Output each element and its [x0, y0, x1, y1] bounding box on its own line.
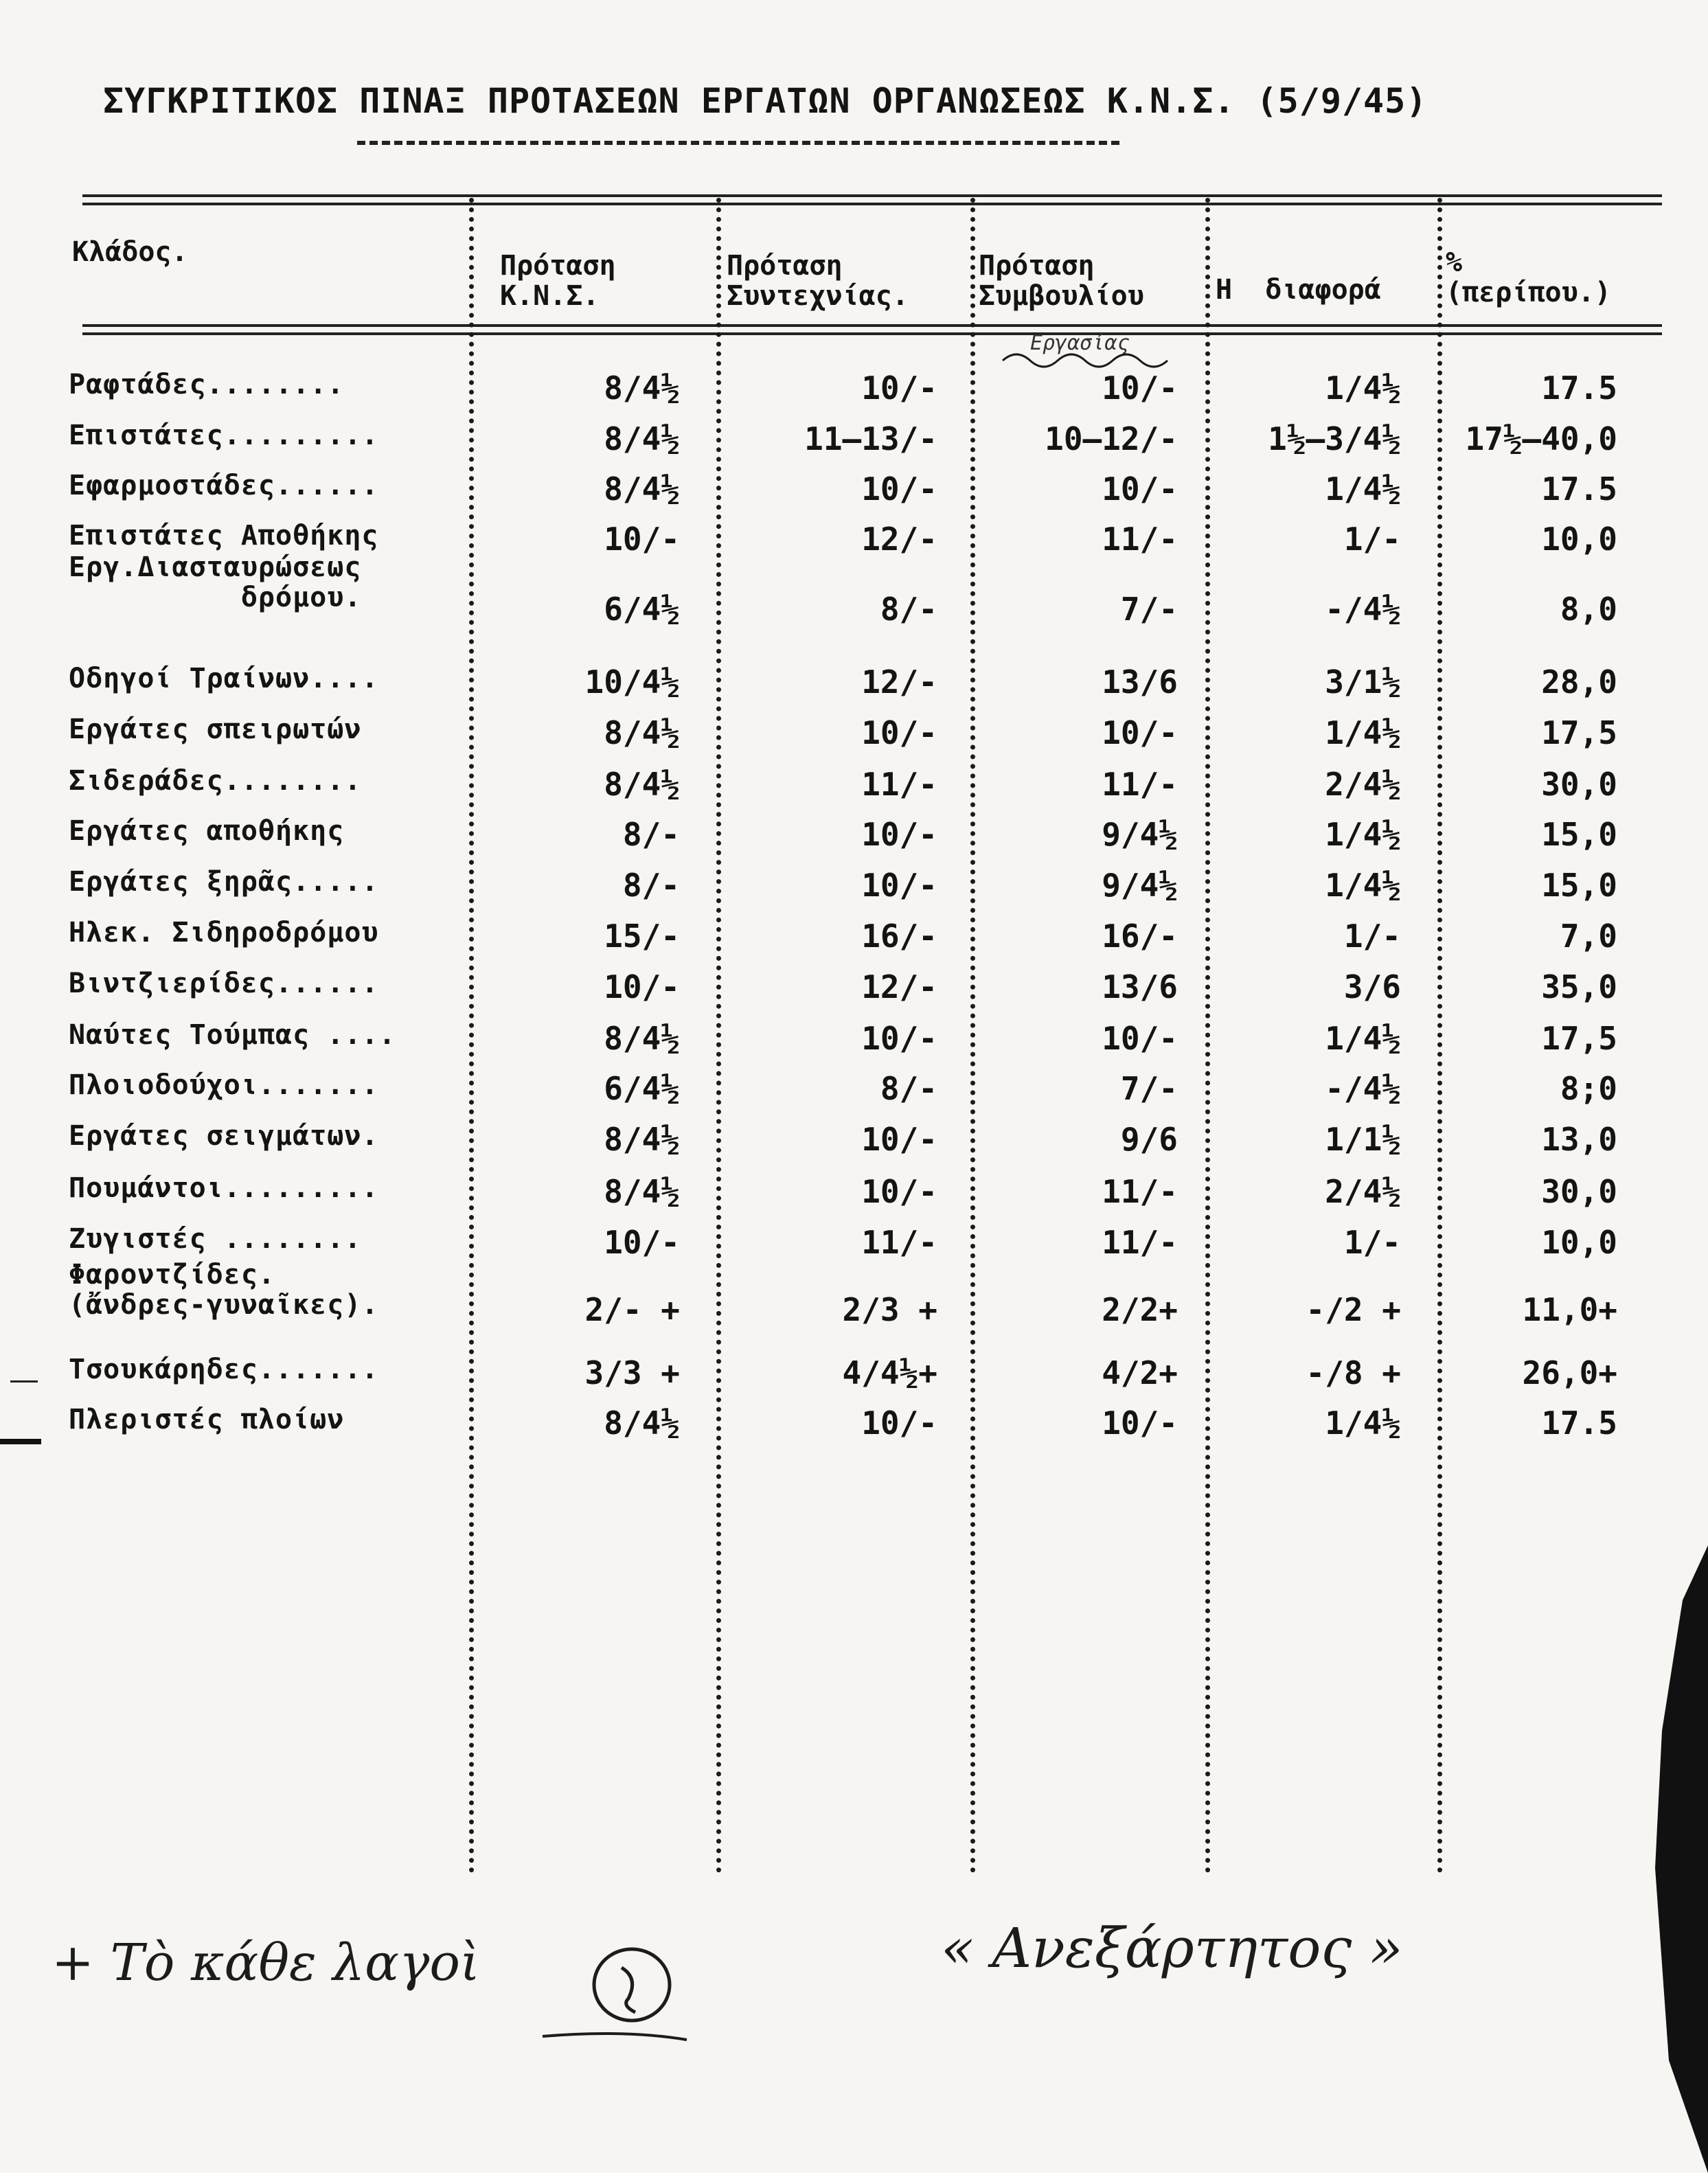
cell-protasi-knc: 15/- — [604, 918, 680, 955]
header-protasi-symvouliou-extra: Εργασίας — [1030, 331, 1130, 355]
cell-protasi-syntechnias: 10/- — [861, 1173, 937, 1210]
cell-protasi-syntechnias: 10/- — [861, 816, 937, 853]
cell-percent: 17,5 — [1541, 1020, 1617, 1057]
cell-percent: 13,0 — [1541, 1121, 1617, 1158]
handwritten-note-right: « Ανεξάρτητος » — [941, 1916, 1403, 1980]
cell-klados: Εργ.Διασταυρώσεως δρόμου. — [69, 551, 362, 613]
cell-klados: Πλοιοδούχοι....... — [69, 1069, 379, 1101]
cell-protasi-knc: 6/4½ — [604, 591, 680, 628]
cell-protasi-symvouliou: 9/4½ — [1102, 816, 1178, 853]
cell-protasi-knc: 8/4½ — [604, 1020, 680, 1057]
handwritten-note-left: + Τὸ κάθε λαγοὶ — [52, 1933, 480, 1992]
cell-percent: 17,5 — [1541, 714, 1617, 751]
cell-protasi-knc: 8/4½ — [604, 714, 680, 751]
cell-protasi-knc: 8/- — [622, 867, 680, 904]
cell-diafora: 1/4½ — [1325, 470, 1401, 508]
cell-protasi-knc: 8/4½ — [604, 420, 680, 457]
cell-diafora: -/4½ — [1325, 1070, 1401, 1107]
cell-diafora: 2/4½ — [1325, 766, 1401, 803]
cell-protasi-knc: 10/- — [604, 968, 680, 1005]
cell-protasi-symvouliou: 10/- — [1102, 369, 1178, 407]
cell-percent: 17.5 — [1541, 369, 1617, 407]
cell-protasi-knc: 8/4½ — [604, 1121, 680, 1158]
cell-diafora: 1/4½ — [1325, 714, 1401, 751]
cell-protasi-symvouliou: 10/- — [1102, 714, 1178, 751]
header-diafora: Η διαφορά — [1216, 274, 1381, 306]
cell-diafora: 3/1½ — [1325, 663, 1401, 701]
cell-percent: 28,0 — [1541, 663, 1617, 701]
cell-protasi-syntechnias: 12/- — [861, 968, 937, 1005]
cell-protasi-symvouliou: 10/- — [1102, 1020, 1178, 1057]
cell-klados: Ζυγιστές ........ — [69, 1223, 362, 1255]
cell-diafora: 1/4½ — [1325, 816, 1401, 853]
cell-protasi-knc: 10/- — [604, 521, 680, 558]
cell-protasi-syntechnias: 12/- — [861, 663, 937, 701]
cell-protasi-syntechnias: 11—13/- — [804, 420, 937, 457]
cell-protasi-symvouliou: 9/6 — [1120, 1121, 1178, 1158]
cell-protasi-symvouliou: 10/- — [1102, 1404, 1178, 1442]
cell-diafora: 1/- — [1343, 521, 1401, 558]
cell-diafora: -/4½ — [1325, 591, 1401, 628]
cell-klados: Βιντζιερίδες...... — [69, 968, 379, 999]
header-protasi-symvouliou: Πρόταση Συμβουλίου — [979, 250, 1144, 312]
cell-protasi-syntechnias: 11/- — [861, 766, 937, 803]
cell-protasi-knc: 8/4½ — [604, 470, 680, 508]
left-margin-dash — [10, 1380, 38, 1383]
cell-protasi-syntechnias: 10/- — [861, 1020, 937, 1057]
header-protasi-knc: Πρόταση Κ.Ν.Σ. — [500, 250, 616, 312]
cell-protasi-symvouliou: 9/4½ — [1102, 867, 1178, 904]
cell-klados: Πλεριστές πλοίων — [69, 1404, 345, 1435]
cell-percent: 17½—40,0 — [1465, 420, 1617, 457]
cell-protasi-syntechnias: 2/3 + — [842, 1291, 937, 1328]
cell-protasi-symvouliou: 11/- — [1102, 766, 1178, 803]
cell-percent: 15,0 — [1541, 816, 1617, 853]
cell-klados: Σιδεράδες........ — [69, 765, 362, 797]
cell-percent: 17.5 — [1541, 470, 1617, 508]
cell-klados: Επιστάτες Αποθήκης — [69, 520, 379, 551]
cell-diafora: -/2 + — [1306, 1291, 1401, 1328]
cell-protasi-symvouliou: 10—12/- — [1045, 420, 1178, 457]
cell-diafora: 1½—3/4½ — [1268, 420, 1401, 457]
cell-percent: 8,0 — [1560, 591, 1617, 628]
cell-protasi-knc: 8/4½ — [604, 766, 680, 803]
cell-protasi-syntechnias: 10/- — [861, 470, 937, 508]
cell-protasi-symvouliou: 2/2+ — [1102, 1291, 1178, 1328]
cell-diafora: 1/4½ — [1325, 867, 1401, 904]
cell-protasi-knc: 10/- — [604, 1224, 680, 1261]
cell-diafora: 1/4½ — [1325, 1020, 1401, 1057]
cell-protasi-symvouliou: 16/- — [1102, 918, 1178, 955]
cell-protasi-syntechnias: 11/- — [861, 1224, 937, 1261]
cell-klados: Οδηγοί Τραίνων.... — [69, 663, 379, 694]
cell-klados: Εργάτες σπειρωτών — [69, 714, 362, 745]
cell-protasi-syntechnias: 10/- — [861, 369, 937, 407]
paper-edge-shadow — [1655, 1545, 1708, 2173]
cell-protasi-symvouliou: 11/- — [1102, 1173, 1178, 1210]
cell-protasi-symvouliou: 10/- — [1102, 470, 1178, 508]
cell-percent: 35,0 — [1541, 968, 1617, 1005]
cell-klados: Ραφτάδες........ — [69, 369, 345, 400]
cell-protasi-knc: 8/- — [622, 816, 680, 853]
cell-percent: 30,0 — [1541, 766, 1617, 803]
cell-diafora: 2/4½ — [1325, 1173, 1401, 1210]
cell-percent: 10,0 — [1541, 1224, 1617, 1261]
header-protasi-syntechnias: Πρόταση Συντεχνίας. — [727, 250, 909, 312]
document-title: ΣΥΓΚΡΙΤΙΚΟΣ ΠΙΝΑΞ ΠΡΟΤΑΣΕΩΝ ΕΡΓΑΤΩΝ ΟΡΓΑΝΩΣΕΩΣ Κ.Ν.Σ. (5/9/45) — [103, 81, 1428, 121]
cell-percent: 26,0+ — [1522, 1354, 1617, 1391]
cell-protasi-knc: 8/4½ — [604, 1404, 680, 1442]
cell-percent: 17.5 — [1541, 1404, 1617, 1442]
cell-klados: Τσουκάρηδες....... — [69, 1354, 379, 1385]
cell-protasi-knc: 8/4½ — [604, 1173, 680, 1210]
cell-klados: Φαροντζίδες. (ἄνδρες-γυναῖκες). — [69, 1259, 379, 1321]
cell-percent: 8;0 — [1560, 1070, 1617, 1107]
cell-protasi-symvouliou: 7/- — [1120, 1070, 1178, 1107]
header-scribble — [1003, 354, 1168, 367]
underline-stroke — [543, 2034, 687, 2040]
cell-protasi-syntechnias: 8/- — [880, 1070, 937, 1107]
cell-klados: Ναύτες Τούμπας .... — [69, 1019, 396, 1051]
cell-klados: Πουμάντοι......... — [69, 1172, 379, 1204]
circled-mark-stroke — [622, 1968, 635, 2012]
cell-percent: 11,0+ — [1522, 1291, 1617, 1328]
cell-protasi-knc: 6/4½ — [604, 1070, 680, 1107]
cell-klados: Εργάτες σειγμάτων. — [69, 1120, 379, 1152]
cell-percent: 10,0 — [1541, 521, 1617, 558]
left-margin-dash — [0, 1439, 41, 1444]
header-percent: % (περίπου.) — [1446, 247, 1611, 308]
cell-klados: Επιστάτες......... — [69, 420, 379, 451]
cell-protasi-syntechnias: 16/- — [861, 918, 937, 955]
cell-protasi-syntechnias: 8/- — [880, 591, 937, 628]
cell-diafora: 1/- — [1343, 918, 1401, 955]
cell-protasi-symvouliou: 13/6 — [1102, 663, 1178, 701]
cell-protasi-knc: 8/4½ — [604, 369, 680, 407]
cell-protasi-knc: 2/- + — [584, 1291, 680, 1328]
cell-percent: 7,0 — [1560, 918, 1617, 955]
cell-protasi-symvouliou: 11/- — [1102, 521, 1178, 558]
cell-protasi-syntechnias: 10/- — [861, 867, 937, 904]
cell-percent: 15,0 — [1541, 867, 1617, 904]
cell-protasi-knc: 3/3 + — [584, 1354, 680, 1391]
cell-diafora: 1/4½ — [1325, 1404, 1401, 1442]
cell-protasi-symvouliou: 11/- — [1102, 1224, 1178, 1261]
cell-klados: Ηλεκ. Σιδηροδρόμου — [69, 917, 379, 948]
cell-diafora: 3/6 — [1343, 968, 1401, 1005]
cell-protasi-syntechnias: 10/- — [861, 714, 937, 751]
cell-diafora: 1/1½ — [1325, 1121, 1401, 1158]
cell-protasi-syntechnias: 4/4½+ — [842, 1354, 937, 1391]
cell-diafora: 1/4½ — [1325, 369, 1401, 407]
cell-klados: Εργάτες ξηρᾶς..... — [69, 866, 379, 898]
cell-protasi-symvouliou: 7/- — [1120, 591, 1178, 628]
cell-protasi-syntechnias: 10/- — [861, 1404, 937, 1442]
cell-protasi-symvouliou: 4/2+ — [1102, 1354, 1178, 1391]
header-klados: Κλάδος. — [72, 236, 188, 268]
cell-protasi-syntechnias: 10/- — [861, 1121, 937, 1158]
cell-diafora: 1/- — [1343, 1224, 1401, 1261]
cell-percent: 30,0 — [1541, 1173, 1617, 1210]
cell-diafora: -/8 + — [1306, 1354, 1401, 1391]
cell-protasi-knc: 10/4½ — [584, 663, 680, 701]
cell-protasi-syntechnias: 12/- — [861, 521, 937, 558]
cell-klados: Εργάτες αποθήκης — [69, 815, 345, 847]
cell-klados: Εφαρμοστάδες...... — [69, 470, 379, 501]
cell-protasi-symvouliou: 13/6 — [1102, 968, 1178, 1005]
